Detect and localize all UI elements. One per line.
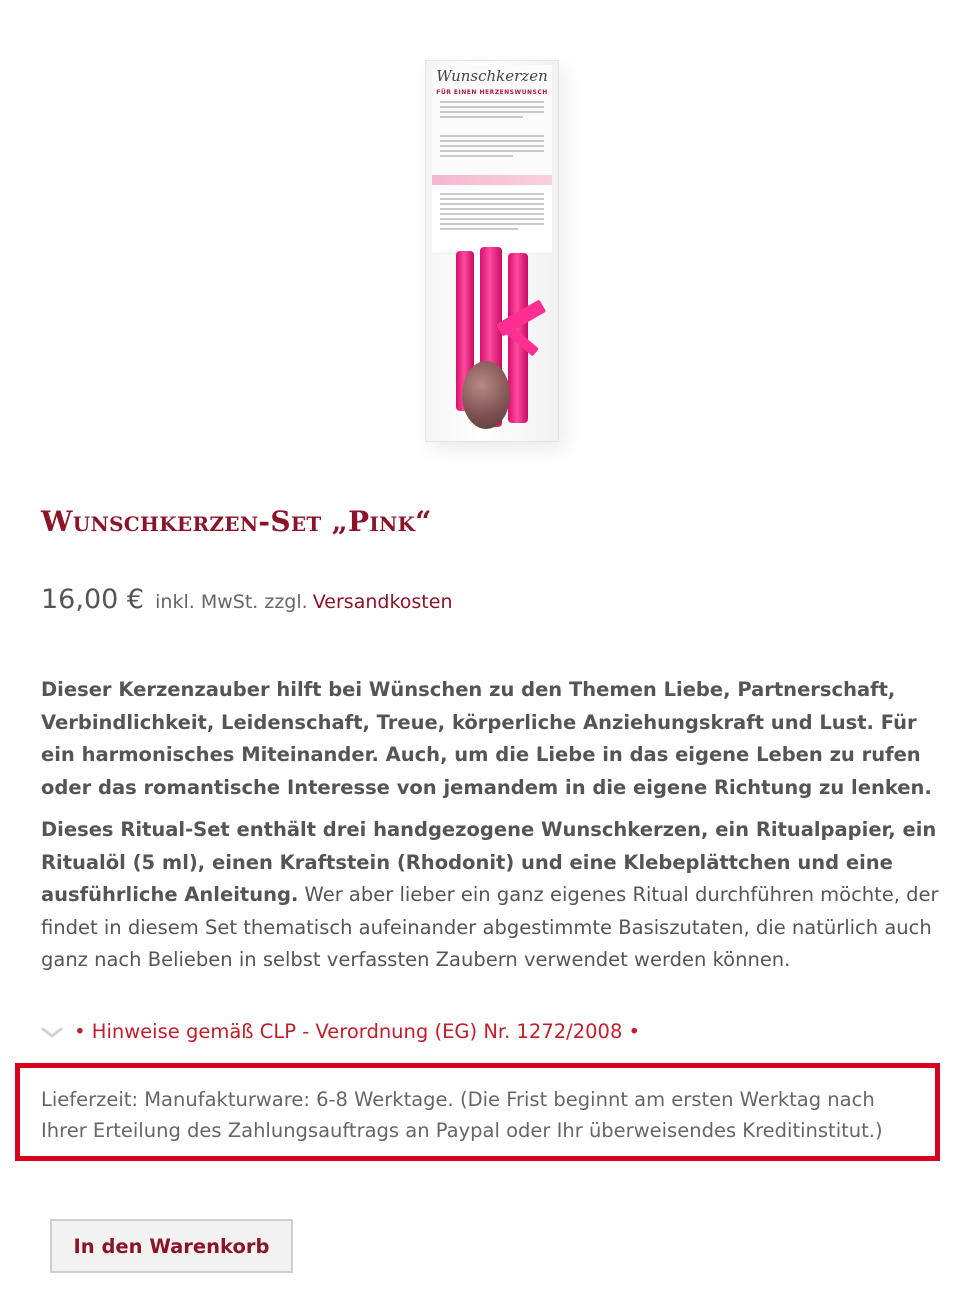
candle-package: [425, 60, 559, 442]
shipping-costs-link[interactable]: Versandkosten: [312, 591, 453, 613]
clp-notice-link[interactable]: • Hinweise gemäß CLP - Verordnung (EG) Nr. 1272/2008 •: [74, 1020, 641, 1043]
tax-note: inkl. MwSt. zzgl.: [155, 591, 308, 613]
delivery-time-box: [15, 1063, 940, 1161]
description-paragraph: [41, 814, 941, 977]
package-lower-label: [432, 187, 552, 251]
rhodonite-stone: [462, 361, 510, 429]
package-text-lines: [440, 101, 544, 121]
package-subtitle: FÜR EINEN HERZENSWUNSCH: [436, 89, 548, 96]
product-price: 16,00 €: [41, 584, 145, 615]
price-row: [41, 584, 452, 615]
package-title: Wunschkerzen: [436, 67, 548, 85]
product-description: [41, 674, 941, 987]
description-paragraph: [41, 674, 941, 804]
package-text-lines: [440, 135, 544, 160]
add-to-cart-button[interactable]: In den Warenkorb: [50, 1219, 293, 1273]
clp-notice-toggle[interactable]: [41, 1020, 640, 1043]
package-pink-band: [432, 175, 552, 185]
description-bold-text: Dieser Kerzenzauber hilft bei Wünschen zu den Themen Liebe, Partnerschaft, Verbindlichkeit, Leidenschaft, Treue, körperliche Anziehungskraft und Lust. Für ein harmonisches Miteinander. Auch, um die Liebe in das eigene Leben zu rufen oder das romantische Interesse von jemandem in die eigene Richtung zu lenken.: [41, 678, 932, 799]
product-image[interactable]: [425, 60, 559, 442]
chevron-down-icon: [41, 1025, 63, 1039]
delivery-time-text: Lieferzeit: Manufakturware: 6-8 Werktage. (Die Frist beginnt am ersten Werktag nach Ihrer Erteilung des Zahlungsauftrags an Paypal oder Ihr überweisendes Kreditinstitut.): [41, 1088, 883, 1142]
description-bold-text: Dieses Ritual-Set enthält drei handgezogene Wunschkerzen, ein Ritualpapier, ein Ritualöl (5 ml), einen Kraftstein (Rhodonit) und eine Klebeplättchen und eine ausführliche Anleitung.: [41, 818, 937, 906]
description-text: Wer aber lieber ein ganz eigenes Ritual durchführen möchte, der findet in diesem Set thematisch aufeinander abgestimmte Basiszutaten, die natürlich auch ganz nach Belieben in selbst verfassten Zaubern verwendet werden können.: [41, 883, 939, 971]
product-title: Wunschkerzen-Set „Pink“: [41, 505, 432, 538]
